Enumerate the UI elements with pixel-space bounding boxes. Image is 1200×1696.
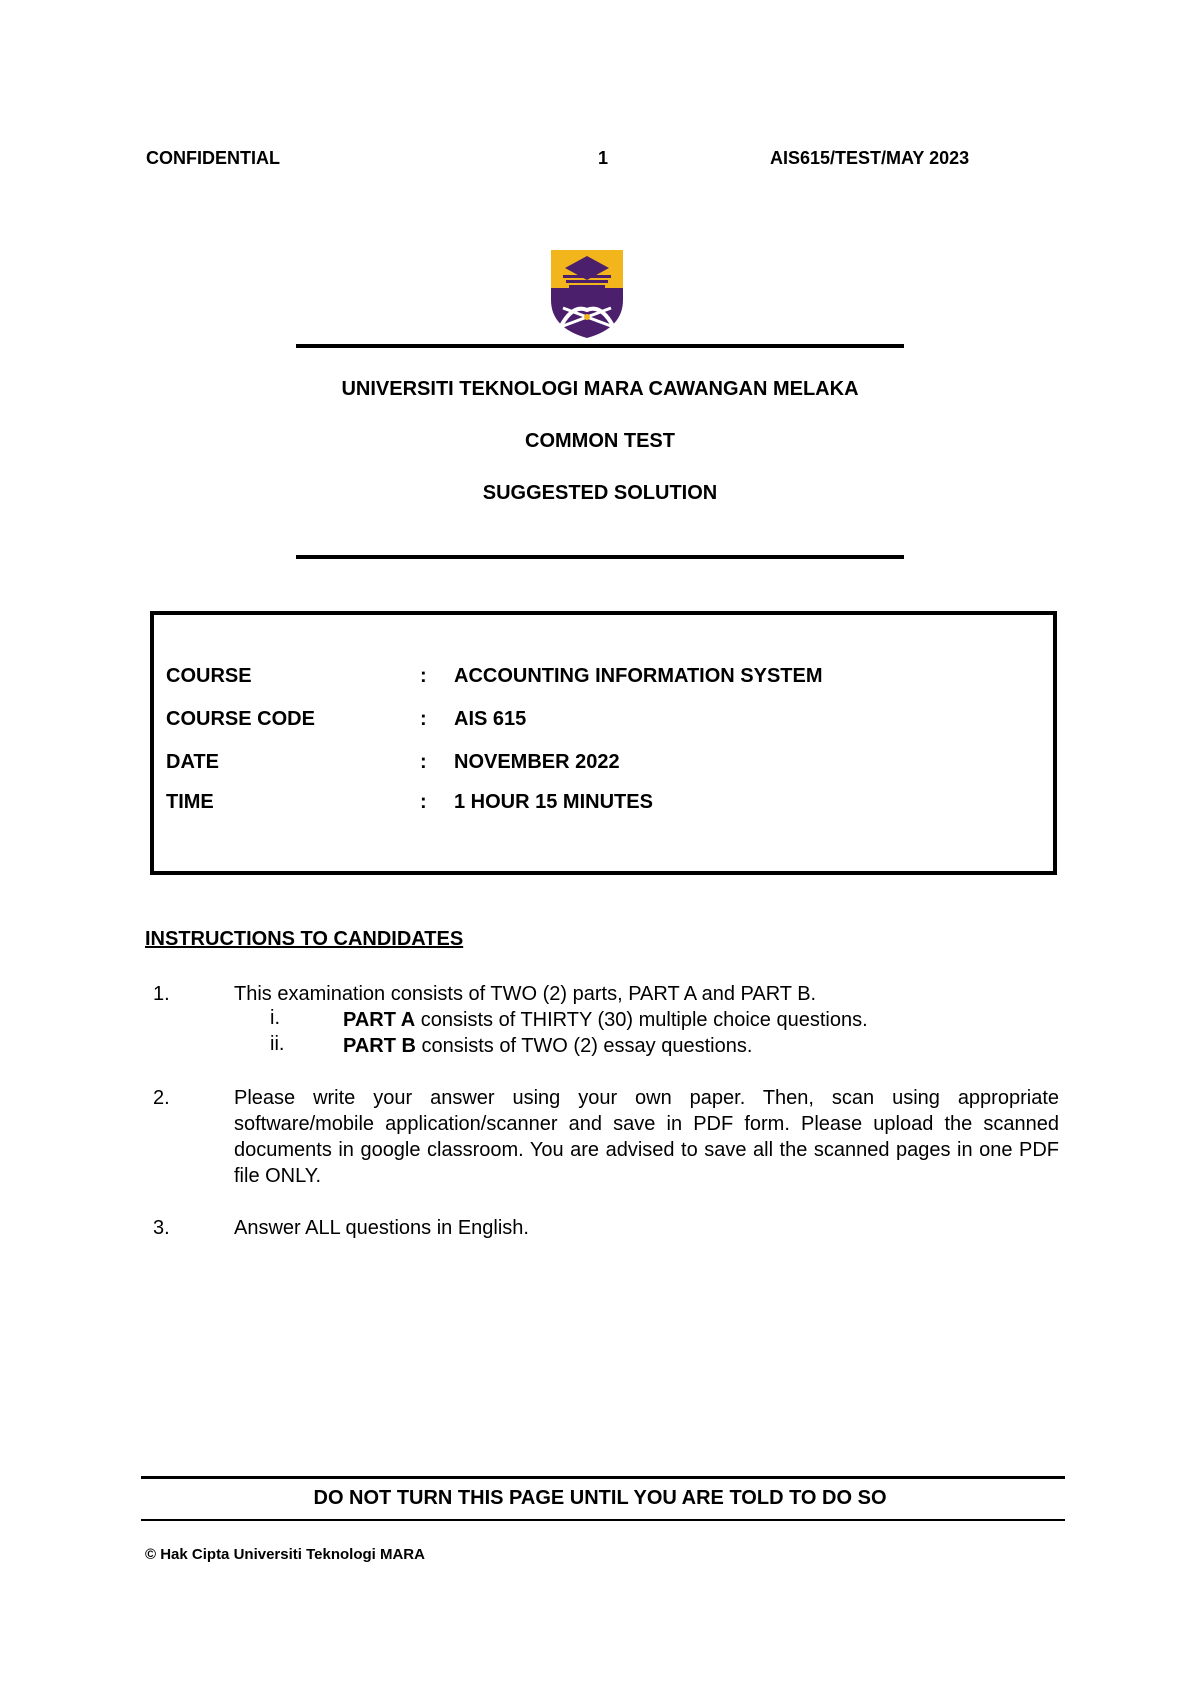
- test-title: COMMON TEST: [525, 430, 675, 452]
- info-label: COURSE CODE: [166, 708, 315, 730]
- info-colon: :: [420, 791, 427, 813]
- subitem-part-b: [343, 1033, 752, 1059]
- info-label: DATE: [166, 751, 219, 773]
- course-info-box: [150, 611, 1057, 875]
- title-bottom-rule: [296, 555, 904, 559]
- info-colon: :: [420, 708, 427, 730]
- info-value: NOVEMBER 2022: [454, 751, 620, 773]
- info-row-course: [154, 665, 1053, 691]
- instruction-text: Please write your answer using your own paper. Then, scan using appropriate software/mobile application/scanner and save in PDF form. Please upload the scanned documents in google classroom. You are advised to save all the scanned pages in one PDF file ONLY.: [234, 1087, 1059, 1187]
- info-label: COURSE: [166, 665, 252, 687]
- subitem-number: i.: [270, 1007, 280, 1029]
- solution-title: SUGGESTED SOLUTION: [482, 482, 718, 504]
- instruction-number: 1.: [153, 983, 170, 1005]
- info-label: TIME: [166, 791, 214, 813]
- university-name: UNIVERSITI TEKNOLOGI MARA CAWANGAN MELAKA: [341, 378, 859, 400]
- info-colon: :: [420, 665, 427, 687]
- subitem-bold: PART A: [343, 1009, 416, 1031]
- subitem-part-a: [343, 1007, 868, 1033]
- footer-notice: DO NOT TURN THIS PAGE UNTIL YOU ARE TOLD TO DO SO: [313, 1487, 887, 1509]
- info-row-date: [154, 751, 1053, 777]
- info-colon: :: [420, 751, 427, 773]
- footer-top-rule: [141, 1476, 1065, 1479]
- subitem-text: consists of TWO (2) essay questions.: [415, 1035, 753, 1057]
- instruction-number: 2.: [153, 1087, 170, 1109]
- instruction-text: Answer ALL questions in English.: [234, 1217, 529, 1239]
- instruction-number: 3.: [153, 1217, 170, 1239]
- copyright-notice: © Hak Cipta Universiti Teknologi MARA: [145, 1546, 425, 1563]
- info-value: 1 HOUR 15 MINUTES: [454, 791, 653, 813]
- subitem-bold: PART B: [343, 1035, 416, 1057]
- info-value: AIS 615: [454, 708, 527, 730]
- header-document-code: AIS615/TEST/MAY 2023: [770, 148, 970, 168]
- footer-bottom-rule: [141, 1519, 1065, 1521]
- instruction-text: This examination consists of TWO (2) parts, PART A and PART B.: [234, 983, 817, 1005]
- uitm-crest-icon: [549, 248, 625, 340]
- instructions-title: INSTRUCTIONS TO CANDIDATES: [145, 928, 464, 950]
- header-confidential: CONFIDENTIAL: [146, 148, 280, 168]
- subitem-number: ii.: [270, 1033, 285, 1055]
- info-row-course-code: [154, 708, 1053, 734]
- title-top-rule: [296, 344, 904, 348]
- header-page-number: 1: [598, 148, 609, 168]
- info-value: ACCOUNTING INFORMATION SYSTEM: [454, 665, 823, 687]
- info-row-time: [154, 791, 1053, 817]
- uitm-logo: [549, 248, 625, 340]
- subitem-text: consists of THIRTY (30) multiple choice questions.: [415, 1009, 868, 1031]
